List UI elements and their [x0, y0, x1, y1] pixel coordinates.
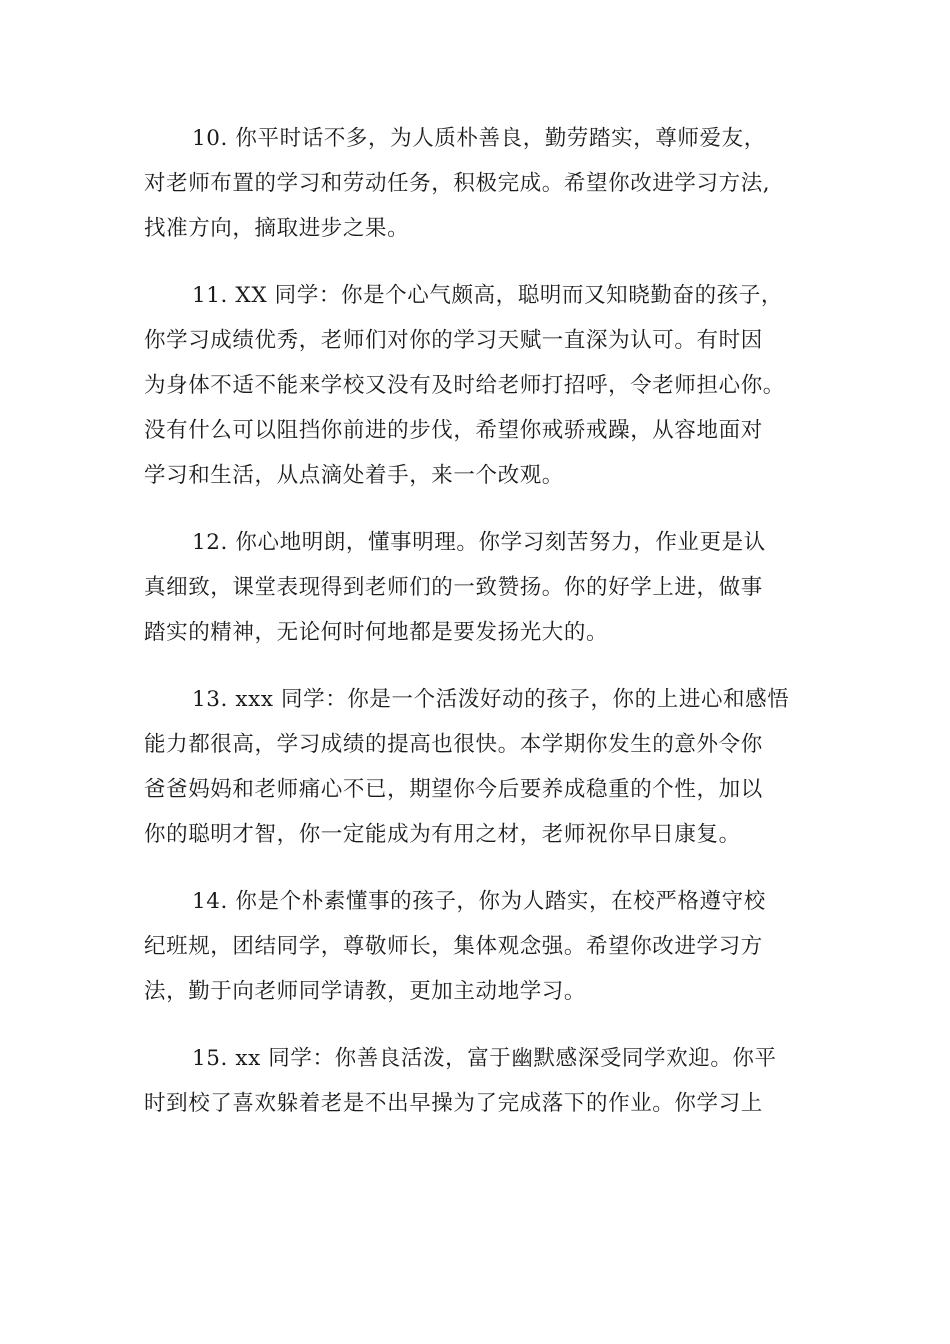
paragraph-line: 13. xxx 同学：你是一个活泼好动的孩子，你的上进心和感悟 — [192, 687, 790, 712]
paragraph-line: 爸爸妈妈和老师痛心不已，期望你今后要养成稳重的个性，加以 — [144, 777, 763, 802]
paragraph-line: 法，勤于向老师同学请教，更加主动地学习。 — [144, 979, 587, 1004]
paragraph-line: 时到校了喜欢躲着老是不出早操为了完成落下的作业。你学习上 — [144, 1091, 763, 1116]
paragraph-line: 14. 你是个朴素懂事的孩子，你为人踏实，在校严格遵守校 — [192, 889, 766, 914]
paragraph-line: 没有什么可以阻挡你前进的步伐，希望你戒骄戒躁，从容地面对 — [144, 418, 763, 443]
paragraph-line: 找准方向，摘取进步之果。 — [144, 216, 410, 241]
comment-paragraph-14 — [144, 879, 808, 1014]
comment-paragraph-13 — [144, 677, 808, 857]
comment-paragraph-15 — [144, 1036, 808, 1126]
paragraph-line: 为身体不适不能来学校又没有及时给老师打招呼，令老师担心你。 — [144, 373, 785, 398]
paragraph-line: 纪班规，团结同学，尊敬师长，集体观念强。希望你改进学习方 — [144, 934, 763, 959]
paragraph-line: 12. 你心地明朗，懂事明理。你学习刻苦努力，作业更是认 — [192, 530, 766, 555]
comment-paragraph-11 — [144, 273, 808, 498]
paragraph-line: 学习和生活，从点滴处着手，来一个改观。 — [144, 463, 564, 488]
paragraph-line: 真细致，课堂表现得到老师们的一致赞扬。你的好学上进，做事 — [144, 575, 763, 600]
paragraph-line: 踏实的精神，无论何时何地都是要发扬光大的。 — [144, 620, 609, 645]
paragraph-line: 你的聪明才智，你一定能成为有用之材，老师祝你早日康复。 — [144, 822, 741, 847]
paragraph-line: 能力都很高，学习成绩的提高也很快。本学期你发生的意外令你 — [144, 732, 763, 757]
paragraph-line: 10. 你平时话不多，为人质朴善良，勤劳踏实，尊师爱友， — [192, 126, 766, 151]
document-body — [144, 116, 808, 1148]
comment-paragraph-10 — [144, 116, 808, 251]
paragraph-line: 15. xx 同学：你善良活泼，富于幽默感深受同学欢迎。你平 — [192, 1046, 777, 1071]
paragraph-line: 你学习成绩优秀，老师们对你的学习天赋一直深为认可。有时因 — [144, 328, 763, 353]
paragraph-line: 对老师布置的学习和劳动任务，积极完成。希望你改进学习方法, — [144, 171, 771, 196]
comment-paragraph-12 — [144, 520, 808, 655]
paragraph-line: 11. XX 同学：你是个心气颇高，聪明而又知晓勤奋的孩子， — [192, 283, 783, 308]
